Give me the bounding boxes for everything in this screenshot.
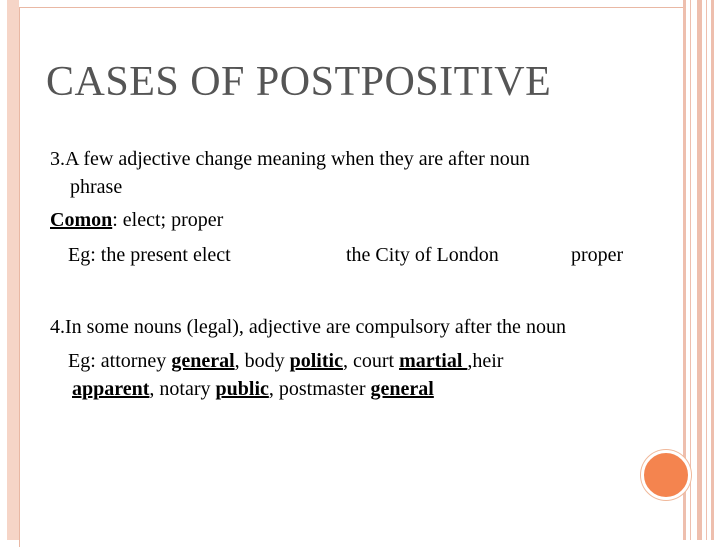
slide-title: CASES OF POSTPOSITIVE [46, 59, 552, 105]
point-3-line-2: phrase [70, 176, 123, 198]
right-border-line [697, 0, 702, 540]
common-label: Comon [50, 209, 113, 231]
eg-lead: Eg: attorney [68, 350, 172, 372]
separator-text: , body [234, 350, 290, 372]
point-4-line-1: 4.In some nouns (legal), adjective are compulsory after the noun [50, 316, 566, 338]
decorative-circle [641, 450, 691, 500]
right-border-line [690, 0, 691, 540]
underlined-term: general [370, 378, 434, 400]
eg-end: proper [571, 244, 624, 266]
point-3-line-1: 3.A few adjective change meaning when they are after noun [50, 148, 530, 170]
separator-text: , notary [149, 378, 216, 400]
common-rest: : elect; proper [112, 209, 224, 231]
right-border-line [711, 0, 714, 540]
point-4-example-line-1 [68, 350, 503, 373]
underlined-term: public [215, 378, 269, 400]
underlined-term: politic [289, 350, 343, 372]
separator-text: , postmaster [268, 378, 371, 400]
left-border-bar [7, 0, 19, 540]
eg-middle: the City of London [346, 244, 499, 266]
common-line [50, 209, 223, 232]
separator-text: ,heir [467, 350, 504, 372]
right-border-line [706, 0, 707, 540]
point-4-example-line-2 [72, 378, 434, 401]
underlined-term: martial [399, 350, 468, 372]
eg-prefix: Eg: the present elect [68, 244, 231, 266]
underlined-term: general [171, 350, 235, 372]
separator-text: , court [342, 350, 400, 372]
underlined-term: apparent [72, 378, 150, 400]
